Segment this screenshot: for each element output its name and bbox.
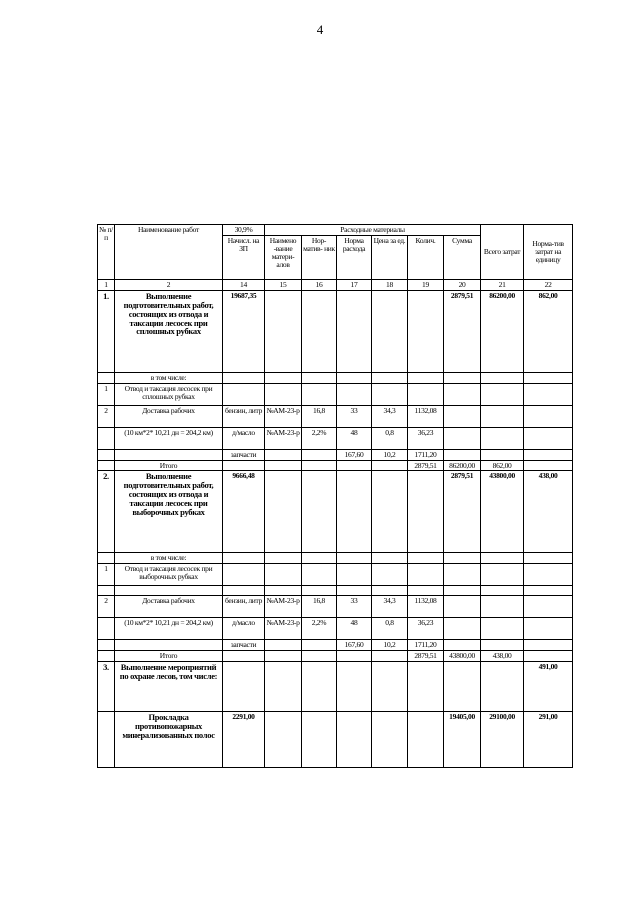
delivery-row [98,596,573,618]
incl-row [98,553,573,564]
section-number: 2. [98,471,115,553]
col-number: 15 [265,279,302,290]
section-title: Выполнение подготовительных работ, состоящих из отвода и таксации лесосек при выборочных рубках [115,471,223,553]
material-rate: 33 [337,405,372,427]
section-accrued: 9666,48 [223,471,265,553]
section-sum: 2879,51 [444,471,481,553]
sub-number: 1 [98,383,115,405]
oil-row [98,618,573,640]
sub-title: Отвод и таксация лесосек при выборочных рубках [115,564,223,586]
section-accrued: 19687,35 [223,290,265,372]
spacer-row [98,586,573,596]
material-normative: №АМ-23-р [265,427,302,449]
section-title: Выполнение мероприятий по охране лесов, том числе: [115,662,223,712]
parts-row [98,640,573,651]
itogo-label: Итого [115,460,223,471]
incl-row [98,372,573,383]
section-norm: 862,00 [524,290,573,372]
material-qty: 1711,20 [408,449,444,460]
header-name: Наименование работ [115,225,223,280]
sub-number: 2 [98,596,115,618]
section-norm: 291,00 [524,712,573,768]
material-rate: 167,60 [337,449,372,460]
section-total: 43800,00 [481,471,524,553]
section-number: 1. [98,290,115,372]
material-pct: 16,8 [302,596,337,618]
col-number: 17 [337,279,372,290]
header-materials: Расходные материалы [265,225,481,236]
material-normative: №АМ-23-р [265,405,302,427]
material-name: запчасти [223,449,265,460]
section-row [98,290,573,372]
material-rate: 48 [337,427,372,449]
section-number: 3. [98,662,115,712]
material-price: 0,8 [372,427,408,449]
header-pct: 30,9% [223,225,265,236]
material-qty: 36,23 [408,427,444,449]
page-number: 4 [316,22,324,37]
material-pct: 2,2% [302,427,337,449]
col-number: 21 [481,279,524,290]
material-pct: 16,8 [302,405,337,427]
material-price: 34,3 [372,596,408,618]
cost-table [97,224,573,768]
sub-number: 1 [98,564,115,586]
material-name: д/масло [223,618,265,640]
itogo-sum: 43800,00 [444,651,481,662]
section-norm: 438,00 [524,471,573,553]
material-rate: 33 [337,596,372,618]
header-total: Всего затрат [481,225,524,280]
col-number: 14 [223,279,265,290]
material-price: 34,3 [372,405,408,427]
section-norm: 491,00 [524,662,573,712]
col-number: 18 [372,279,408,290]
parts-row [98,449,573,460]
header-rate: Норма расхода [337,235,372,279]
material-price: 10,2 [372,449,408,460]
itogo-row [98,460,573,471]
section-sum: 19405,00 [444,712,481,768]
material-name: запчасти [223,640,265,651]
section-total: 29100,00 [481,712,524,768]
section-row [98,662,573,712]
header-mat-name: Наимено -вание матери- алов [265,235,302,279]
incl-label: в том числе: [115,553,223,564]
sub-title: Отвод и таксация лесосек при сплошных рубках [115,383,223,405]
material-price: 10,2 [372,640,408,651]
sub-row [98,383,573,405]
material-price: 0,8 [372,618,408,640]
header-row-1 [98,225,573,236]
col-number: 22 [524,279,573,290]
itogo-total: 438,00 [481,651,524,662]
section-sum: 2879,51 [444,290,481,372]
material-rate: 167,60 [337,640,372,651]
material-qty: 36,23 [408,618,444,640]
material-rate: 48 [337,618,372,640]
incl-label: в том числе: [115,372,223,383]
material-name: бензин, литр [223,596,265,618]
col-number: 19 [408,279,444,290]
header-num: № п/п [98,225,115,280]
itogo-total: 862,00 [481,460,524,471]
section-accrued: 2291,00 [223,712,265,768]
sub-number: 2 [98,405,115,427]
section-row [98,471,573,553]
sub-title: Доставка рабочих [115,596,223,618]
itogo-qty: 2879,51 [408,651,444,662]
header-price: Цена за ед. [372,235,408,279]
header-sum: Сумма [444,235,481,279]
material-name: бензин, литр [223,405,265,427]
itogo-row [98,651,573,662]
material-name: д/масло [223,427,265,449]
col-number: 16 [302,279,337,290]
material-qty: 1711,20 [408,640,444,651]
distance-calc: (10 км*2* 10,21 дн = 204,2 км) [115,618,223,640]
section-total: 86200,00 [481,290,524,372]
col-number: 20 [444,279,481,290]
itogo-qty: 2879,51 [408,460,444,471]
material-normative: №АМ-23-р [265,596,302,618]
material-normative: №АМ-23-р [265,618,302,640]
oil-row [98,427,573,449]
sub-row [98,564,573,586]
header-norm-per-unit: Норма-тив затрат на единицу [524,225,573,280]
itogo-label: Итого [115,651,223,662]
section-title: Выполнение подготовительных работ, состоящих из отвода и таксации лесосек при сплошных рубках [115,290,223,372]
col-number: 1 [98,279,115,290]
material-pct: 2,2% [302,618,337,640]
header-accrued: Начисл. на ЗП [223,235,265,279]
material-qty: 1132,08 [408,596,444,618]
sub-title: Доставка рабочих [115,405,223,427]
header-qty: Колич. [408,235,444,279]
itogo-sum: 86200,00 [444,460,481,471]
col-number: 2 [115,279,223,290]
delivery-row [98,405,573,427]
sub-section-title: Прокладка противопожарных минерализованных полос [115,712,223,768]
header-normative: Нор- матив- ник [302,235,337,279]
material-qty: 1132,08 [408,405,444,427]
sub-section-row [98,712,573,768]
column-numbers-row [98,279,573,290]
distance-calc: (10 км*2* 10,21 дн = 204,2 км) [115,427,223,449]
